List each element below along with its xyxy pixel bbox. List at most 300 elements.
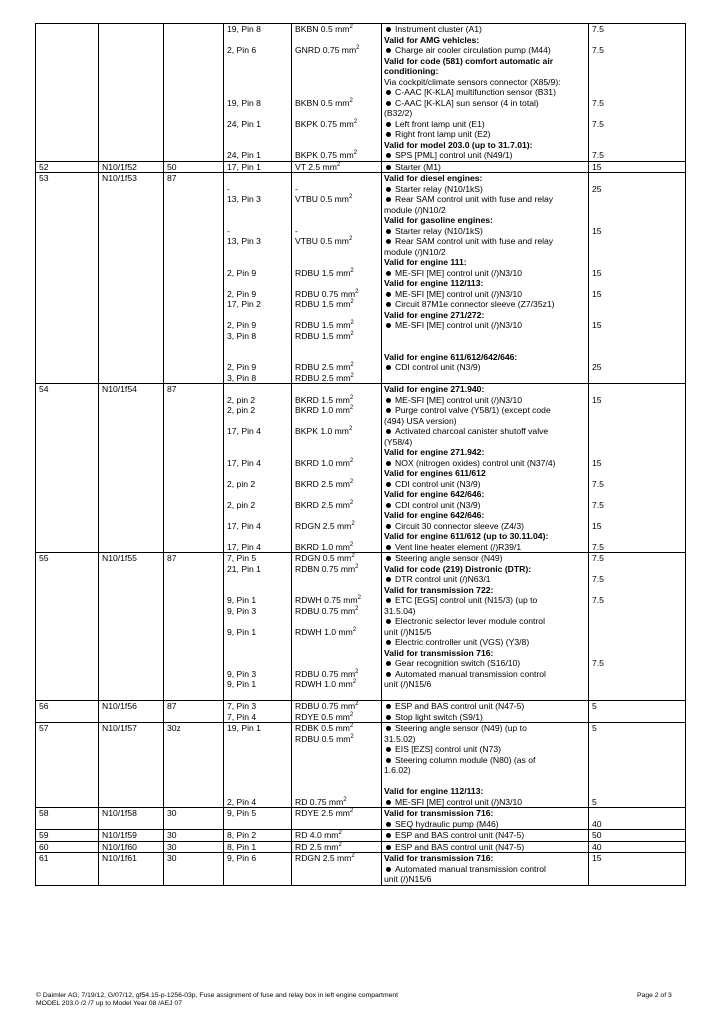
table-row: [36, 384, 686, 553]
module-cell: N10/1f53: [99, 173, 164, 384]
pin-text: 9, Pin 1: [227, 595, 257, 605]
circuit-cell: 30: [164, 841, 224, 853]
consumer-item: CDI control unit (N3/9): [384, 362, 588, 373]
pin-text: 2, Pin 9: [227, 362, 257, 372]
pin-text: 2, Pin 6: [227, 45, 257, 55]
description-text: unit (/)N15/6: [384, 679, 432, 689]
fuse-rating: 15: [592, 267, 602, 278]
pin-cell: [224, 24, 292, 162]
description-cell: [382, 853, 589, 886]
description-text: module (/)N10/2: [384, 204, 446, 215]
module-cell: N10/1f58: [99, 808, 164, 830]
pin-cell: [224, 173, 292, 384]
footer-copyright: © Daimler AG, 7/19/12, G/07/12, gf54.15-p-1256-03p, Fuse assignment of fuse and relay box in left engine compartment: [36, 992, 399, 999]
consumer-item: ESP and BAS control unit (N47-5): [384, 701, 588, 712]
pin-text: [227, 755, 291, 766]
description-text: 1.6.02): [384, 765, 411, 775]
pin-text: 17, Pin 1: [227, 161, 261, 172]
consumer-item: Automated manual transmission control: [384, 864, 588, 875]
table-row: [36, 161, 686, 173]
pin-text: 8, Pin 2: [227, 830, 257, 840]
pin-text: [227, 257, 291, 268]
wire-text: RDBK 0.5 $mm^2$: [295, 723, 354, 733]
wire-cell: [292, 24, 382, 162]
consumer-item: Rear SAM control unit with fuse and relay: [384, 236, 588, 247]
circuit-cell: 30: [164, 853, 224, 886]
pin-text: 3, Pin 8: [227, 330, 257, 341]
fuse-rating-cell: [589, 701, 686, 723]
pin-text: [227, 384, 291, 395]
consumer-item: Gear recognition switch (S16/10): [384, 658, 588, 669]
pin-text: [227, 352, 291, 363]
wire-text: RDBU 1.5 $mm^2$: [295, 330, 354, 341]
module-cell: N10/1f60: [99, 841, 164, 853]
circuit-cell: 30z: [164, 723, 224, 808]
wire-text: BKRD 2.5 $mm^2$: [295, 499, 354, 510]
wire-text: BKBN 0.5 $mm^2$: [295, 24, 353, 34]
description-text: (494) USA version): [384, 415, 457, 426]
wire-text: RDBU 0.75 $mm^2$: [295, 605, 359, 616]
circuit-cell: [164, 24, 224, 162]
description-text: 31.5.02): [384, 733, 416, 744]
fuse-rating: 7.5: [592, 499, 604, 510]
consumer-item: Steering angle sensor (N49) (up to: [384, 723, 588, 734]
description-text: (B32/2): [384, 108, 413, 118]
wire-cell: [292, 830, 382, 842]
pin-text: [227, 416, 291, 427]
wire-cell: [292, 701, 382, 723]
validity-heading: Valid for diesel engines:: [384, 173, 483, 183]
wire-text: [295, 66, 381, 77]
fuse-rating-cell: [589, 841, 686, 853]
description-cell: [382, 830, 589, 842]
wire-text: [295, 129, 381, 140]
module-cell: N10/1f59: [99, 830, 164, 842]
consumer-item: Instrument cluster (A1): [384, 24, 588, 35]
consumer-item: Vent line heater element (/)R39/1: [384, 542, 588, 553]
table-row: [36, 808, 686, 830]
wire-text: BKBN 0.5 $mm^2$: [295, 97, 353, 108]
description-text: module (/)N10/2: [384, 246, 446, 257]
table-row: [36, 830, 686, 842]
pin-text: [227, 205, 291, 216]
validity-heading: Valid for model 203.0 (up to 31.7.01):: [384, 139, 533, 150]
description-text: [384, 690, 588, 701]
fuse-rating: 25: [592, 183, 602, 194]
pin-text: 17, Pin 4: [227, 541, 261, 552]
consumer-item: Activated charcoal canister shutoff valve: [384, 426, 588, 437]
pin-text: [227, 140, 291, 151]
fuse-rating: 40: [592, 818, 602, 829]
fuse-rating: [592, 341, 685, 352]
circuit-cell: 50: [164, 161, 224, 173]
pin-cell: [224, 701, 292, 723]
validity-heading: Valid for code (219) Distronic (DTR):: [384, 563, 532, 574]
consumer-item: Charge air cooler circulation pump (M44): [384, 45, 588, 56]
circuit-cell: 87: [164, 173, 224, 384]
pin-text: [227, 648, 291, 659]
fuse-rating: [592, 755, 685, 766]
pin-text: 13, Pin 3: [227, 194, 261, 204]
fuse-rating: [592, 616, 685, 627]
fuse-rating: [592, 679, 685, 690]
fuse-rating: [592, 776, 685, 787]
fuse-rating: 15: [592, 288, 602, 299]
fuse-rating: [592, 447, 685, 458]
fuse-number-cell: 54: [36, 384, 99, 553]
pin-text: [227, 108, 291, 119]
fuse-rating: [592, 808, 685, 819]
pin-text: 9, Pin 3: [227, 668, 257, 679]
consumer-item: Circuit 30 connector sleeve (Z4/3): [384, 521, 588, 532]
fuse-rating: [592, 56, 685, 67]
pin-text: [227, 765, 291, 776]
fuse-rating: [592, 627, 685, 638]
pin-text: 13, Pin 3: [227, 236, 261, 246]
pin-cell: [224, 553, 292, 701]
wire-text: [295, 247, 381, 258]
wire-text: [295, 173, 381, 184]
fuse-rating: [592, 416, 685, 427]
wire-text: [295, 585, 381, 596]
pin-text: 2, Pin 9: [227, 267, 257, 278]
consumer-item: Steering angle sensor (N49): [384, 553, 588, 564]
wire-text: RDBU 0.5 $mm^2$: [295, 733, 354, 744]
pin-text: 7, Pin 3: [227, 701, 257, 711]
wire-text: [295, 489, 381, 500]
pin-text: [227, 468, 291, 479]
fuse-rating: 7.5: [592, 553, 604, 563]
wire-cell: [292, 553, 382, 701]
fuse-rating: 7.5: [592, 574, 604, 584]
wire-text: [295, 755, 381, 766]
wire-cell: [292, 808, 382, 830]
wire-text: [295, 616, 381, 627]
pin-text: [227, 247, 291, 258]
fuse-rating: [592, 437, 685, 448]
consumer-item: Electronic selector lever module control: [384, 616, 588, 627]
table-row: [36, 24, 686, 162]
description-text: Via cockpit/climate sensors connector (X85/9):: [384, 76, 561, 87]
consumer-item: Left front lamp unit (E1): [384, 119, 588, 130]
wire-text: RDWH 1.0 $mm^2$: [295, 679, 357, 689]
description-text: [384, 776, 588, 787]
fuse-number-cell: 60: [36, 841, 99, 853]
wire-cell: [292, 384, 382, 553]
pin-text: [227, 776, 291, 787]
wire-text: VT 2.5 $mm^2$: [295, 161, 341, 172]
module-cell: N10/1f55: [99, 553, 164, 701]
fuse-rating: [592, 690, 685, 701]
fuse-rating: [592, 35, 685, 46]
pin-text: 17, Pin 4: [227, 520, 261, 531]
description-cell: [382, 553, 589, 701]
pin-text: [227, 56, 291, 67]
fuse-rating: 7.5: [592, 97, 604, 108]
validity-heading: Valid for transmission 716:: [384, 853, 494, 863]
validity-heading: Valid for engine 271/272:: [384, 309, 485, 320]
wire-text: BKRD 1.0 $mm^2$: [295, 541, 354, 552]
pin-text: 9, Pin 3: [227, 605, 257, 616]
consumer-item: SPS [PML] control unit (N49/1): [384, 150, 588, 161]
table-row: [36, 553, 686, 701]
wire-text: RDGN 0.5 $mm^2$: [295, 553, 355, 563]
pin-text: [227, 637, 291, 648]
pin-text: [227, 310, 291, 321]
consumer-item: Circuit 87M1e connector sleeve (Z7/35z1): [384, 299, 588, 310]
wire-text: GNRD 0.75 $mm^2$: [295, 45, 360, 55]
description-cell: [382, 173, 589, 384]
wire-text: [295, 416, 381, 427]
fuse-rating: 7.5: [592, 150, 604, 160]
fuse-rating: [592, 489, 685, 500]
validity-heading: Valid for engine 271.942:: [384, 447, 485, 457]
validity-heading: Valid for code (581) comfort automatic air: [384, 55, 554, 66]
description-cell: [382, 24, 589, 162]
pin-text: [227, 531, 291, 542]
pin-text: 2, pin 2: [227, 394, 256, 405]
wire-text: RDBU 0.75 $mm^2$: [295, 668, 359, 679]
pin-text: 19, Pin 8: [227, 24, 261, 34]
wire-text: [295, 637, 381, 648]
validity-heading: Valid for AMG vehicles:: [384, 34, 480, 45]
pin-text: [227, 35, 291, 46]
wire-text: RDBU 2.5 $mm^2$: [295, 362, 354, 372]
fuse-rating: [592, 864, 685, 875]
consumer-item: ME-SFI [ME] control unit (/)N3/10: [384, 395, 588, 406]
fuse-rating: [592, 669, 685, 680]
fuse-rating: [592, 585, 685, 596]
table-row: [36, 841, 686, 853]
pin-text: 9, Pin 1: [227, 626, 257, 637]
description-text: unit (/)N15/6: [384, 874, 432, 884]
fuse-rating: [592, 712, 685, 723]
wire-text: RDWH 0.75 $mm^2$: [295, 595, 361, 605]
consumer-item: ME-SFI [ME] control unit (/)N3/10: [384, 797, 588, 808]
fuse-number-cell: [36, 24, 99, 162]
description-text: (Y58/4): [384, 436, 413, 447]
wire-text: [295, 310, 381, 321]
wire-text: [295, 77, 381, 88]
fuse-rating: [592, 648, 685, 659]
fuse-rating: 7.5: [592, 595, 604, 605]
module-cell: [99, 24, 164, 162]
validity-heading: Valid for engine 112/113:: [384, 786, 484, 796]
validity-heading: Valid for engines 611/612: [384, 468, 486, 478]
consumer-item: Electric controller unit (VGS) (Y3/8): [384, 637, 588, 648]
wire-text: -: [295, 225, 298, 236]
validity-heading: conditioning:: [384, 66, 439, 76]
wire-text: BKPK 1.0 $mm^2$: [295, 426, 353, 436]
fuse-rating-cell: [589, 384, 686, 553]
pin-text: 17, Pin 4: [227, 457, 261, 468]
wire-cell: [292, 841, 382, 853]
wire-text: RDGN 2.5 $mm^2$: [295, 853, 355, 863]
wire-text: [295, 690, 381, 701]
wire-text: RDYE 2.5 $mm^2$: [295, 808, 354, 818]
fuse-number-cell: 58: [36, 808, 99, 830]
wire-text: BKPK 0.75 $mm^2$: [295, 118, 358, 129]
wire-text: RD 2.5 $mm^2$: [295, 841, 342, 852]
fuse-rating-cell: [589, 24, 686, 162]
circuit-cell: 30: [164, 830, 224, 842]
circuit-cell: 87: [164, 553, 224, 701]
fuse-rating: 15: [592, 853, 602, 863]
module-cell: N10/1f54: [99, 384, 164, 553]
fuse-rating: [592, 205, 685, 216]
fuse-rating: [592, 744, 685, 755]
pin-text: [227, 66, 291, 77]
pin-text: 19, Pin 1: [227, 723, 261, 733]
fuse-rating: 7.5: [592, 541, 604, 552]
fuse-rating: 15: [592, 394, 602, 405]
description-text: [384, 331, 588, 342]
fuse-rating: [592, 874, 685, 885]
wire-text: VTBU 0.5 $mm^2$: [295, 194, 353, 204]
wire-text: RDYE 0.5 $mm^2$: [295, 711, 354, 722]
description-text: unit (/)N15/5: [384, 626, 432, 637]
consumer-item: CDI control unit (N3/9): [384, 500, 588, 511]
fuse-rating: 15: [592, 320, 602, 330]
fuse-rating: [592, 384, 685, 395]
fuse-rating: 15: [592, 457, 602, 468]
pin-text: 7, Pin 4: [227, 711, 257, 722]
consumer-item: Automated manual transmission control: [384, 669, 588, 680]
pin-text: [227, 786, 291, 797]
module-cell: N10/1f56: [99, 701, 164, 723]
fuse-rating: [592, 108, 685, 119]
wire-cell: [292, 853, 382, 886]
pin-text: 2, Pin 9: [227, 288, 257, 299]
fuse-rating-cell: [589, 161, 686, 173]
consumer-item: Rear SAM control unit with fuse and relay: [384, 194, 588, 205]
wire-text: RDBN 0.75 $mm^2$: [295, 563, 359, 574]
table-row: [36, 723, 686, 808]
pin-text: [227, 616, 291, 627]
wire-text: [295, 341, 381, 352]
wire-text: RDBU 0.75 $mm^2$: [295, 288, 359, 299]
wire-text: -: [295, 183, 298, 194]
description-cell: [382, 808, 589, 830]
pin-text: 17, Pin 4: [227, 426, 261, 436]
description-cell: [382, 841, 589, 853]
wire-text: RD 0.75 $mm^2$: [295, 796, 347, 807]
pin-text: [227, 819, 291, 830]
module-cell: N10/1f52: [99, 161, 164, 173]
pin-text: [227, 173, 291, 184]
wire-text: RDWH 1.0 $mm^2$: [295, 626, 357, 637]
pin-text: 9, Pin 5: [227, 808, 257, 818]
page-number: Page 2 of 3: [637, 992, 672, 999]
pin-text: 2, pin 2: [227, 478, 256, 489]
wire-text: [295, 864, 381, 875]
wire-text: RD 4.0 $mm^2$: [295, 830, 342, 840]
consumer-item: CDI control unit (N3/9): [384, 479, 588, 490]
wire-text: BKRD 1.0 $mm^2$: [295, 405, 354, 415]
validity-heading: Valid for gasoline engines:: [384, 215, 493, 225]
circuit-cell: 30: [164, 808, 224, 830]
wire-text: RDGN 2.5 $mm^2$: [295, 520, 355, 531]
fuse-rating: [592, 77, 685, 88]
fuse-rating: 5: [592, 723, 597, 733]
pin-text: 9, Pin 1: [227, 679, 257, 689]
fuse-rating: [592, 765, 685, 776]
wire-cell: [292, 723, 382, 808]
wire-text: [295, 87, 381, 98]
wire-text: RDBU 2.5 $mm^2$: [295, 372, 354, 383]
pin-text: [227, 658, 291, 669]
fuse-rating: [592, 637, 685, 648]
wire-text: [295, 658, 381, 669]
circuit-cell: 87: [164, 384, 224, 553]
consumer-item: Right front lamp unit (E2): [384, 129, 588, 140]
pin-text: 8, Pin 1: [227, 841, 257, 852]
fuse-rating: 5: [592, 796, 597, 807]
fuse-rating: 7.5: [592, 45, 604, 55]
pin-text: 7, Pin 5: [227, 553, 257, 563]
description-text: 31.5.04): [384, 605, 416, 616]
pin-text: 19, Pin 8: [227, 97, 261, 108]
fuse-rating: [592, 734, 685, 745]
pin-text: [227, 341, 291, 352]
wire-text: [295, 531, 381, 542]
fuse-rating: 7.5: [592, 478, 604, 489]
fuse-number-cell: 53: [36, 173, 99, 384]
pin-text: 24, Pin 1: [227, 118, 261, 129]
module-cell: N10/1f57: [99, 723, 164, 808]
wire-text: BKRD 2.5 $mm^2$: [295, 478, 354, 489]
wire-text: [295, 510, 381, 521]
pin-text: -: [227, 225, 230, 236]
fuse-rating: [592, 331, 685, 342]
consumer-item: ME-SFI [ME] control unit (/)N3/10: [384, 289, 588, 300]
fuse-rating: [592, 606, 685, 617]
validity-heading: Valid for engine 611/612 (up to 30.11.04):: [384, 531, 549, 541]
pin-text: [227, 734, 291, 745]
wire-text: [295, 765, 381, 776]
pin-cell: [224, 853, 292, 886]
description-text: [384, 341, 588, 352]
pin-cell: [224, 841, 292, 853]
consumer-item: Starter (M1): [384, 162, 588, 173]
fuse-rating: 15: [592, 161, 602, 172]
pin-cell: [224, 808, 292, 830]
fuse-rating: [592, 564, 685, 575]
fuse-assignment-table: [35, 23, 686, 886]
consumer-item: DTR control unit (/)N63/1: [384, 574, 588, 585]
wire-cell: [292, 173, 382, 384]
fuse-rating: 40: [592, 841, 602, 852]
fuse-rating: [592, 786, 685, 797]
consumer-item: C-AAC [K-KLA] multifunction sensor (B31): [384, 87, 588, 98]
fuse-rating: [592, 373, 685, 384]
wire-text: [295, 278, 381, 289]
wire-text: [295, 574, 381, 585]
fuse-rating: [592, 247, 685, 258]
fuse-rating: [592, 426, 685, 437]
wire-text: [295, 437, 381, 448]
wire-text: [295, 215, 381, 226]
description-text: [384, 373, 588, 384]
circuit-cell: 87: [164, 701, 224, 723]
validity-heading: Valid for engine 112/113:: [384, 278, 484, 288]
validity-heading: Valid for transmission 716:: [384, 808, 494, 818]
fuse-rating: 25: [592, 362, 602, 372]
consumer-item: ESP and BAS control unit (N47-5): [384, 830, 588, 841]
fuse-rating: [592, 140, 685, 151]
pin-text: [227, 585, 291, 596]
wire-text: [295, 744, 381, 755]
